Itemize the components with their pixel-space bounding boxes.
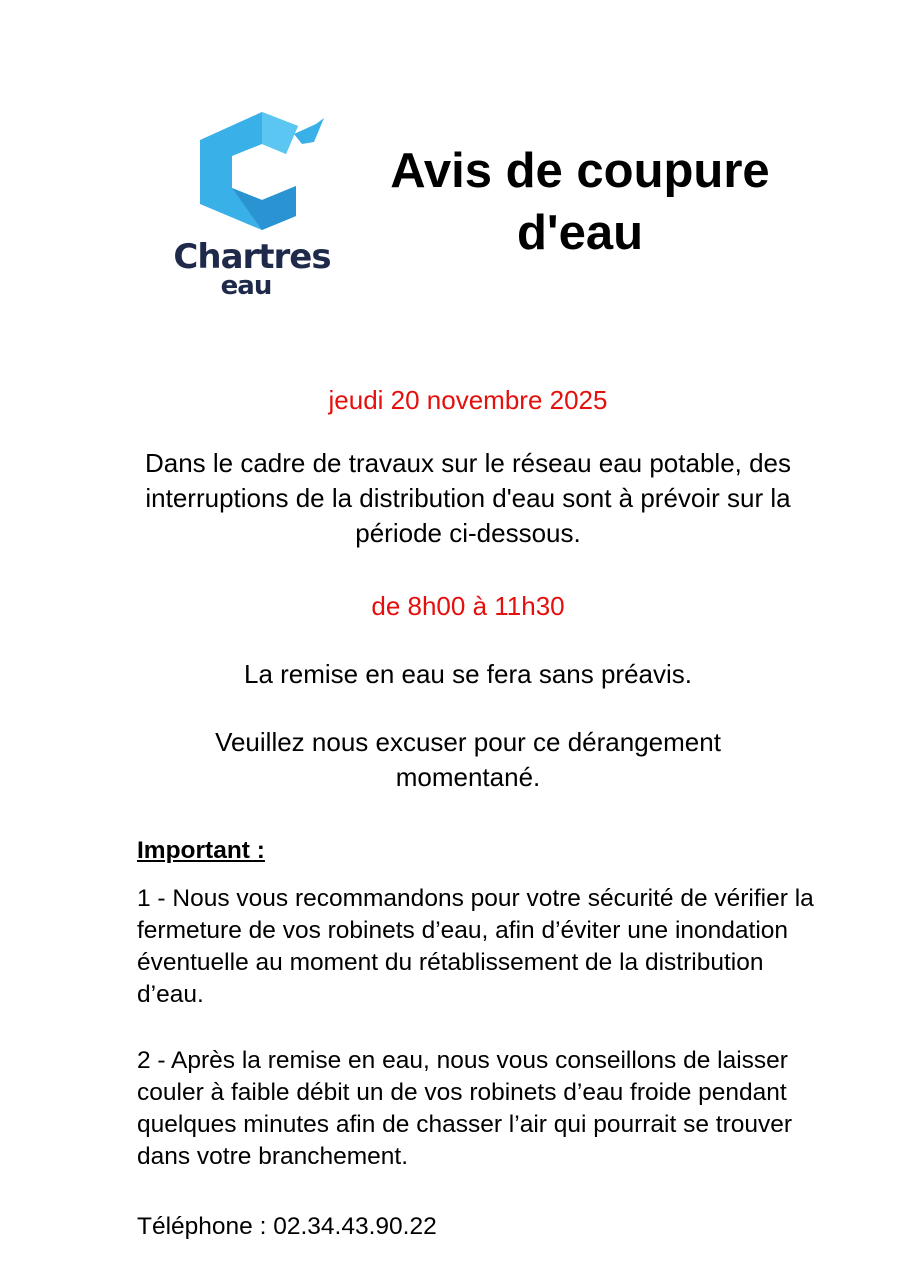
- important-heading: Important :: [137, 837, 265, 864]
- phone-number: Téléphone : 02.34.43.90.22: [137, 1213, 437, 1240]
- logo-line-2: eau: [220, 271, 272, 301]
- chartres-eau-logo: [160, 104, 350, 304]
- restore-notice: La remise en eau se fera sans préavis.: [243, 659, 693, 689]
- important-point-2: 2 - Après la remise en eau, nous vous conseillons de laisser couler à faible débit un de vos robinets d’eau froide pendant quelques minutes afin de chasser l’air qui pourrait se trouver dans votre branchement.: [137, 1047, 793, 1170]
- intro-paragraph: Dans le cadre de travaux sur le réseau eau potable, des interruptions de la distribution d'eau sont à prévoir sur la période ci-dessous.: [144, 448, 792, 548]
- important-point-1: 1 - Nous vous recommandons pour votre sécurité de vérifier la fermeture de vos robinets d’eau, afin d’éviter une inondation éventuelle au moment du rétablissement de la distribution d’eau.: [137, 885, 814, 1008]
- date-line: jeudi 20 novembre 2025: [328, 385, 608, 415]
- apology-text: Veuillez nous excuser pour ce dérangement momentané.: [215, 727, 721, 792]
- page-title: Avis de coupure d'eau: [390, 144, 770, 260]
- logo-wordmark: [160, 237, 344, 301]
- logo-line-1: Chartres: [173, 237, 331, 277]
- time-range: de 8h00 à 11h30: [371, 591, 565, 621]
- logo-c-icon: [198, 104, 328, 234]
